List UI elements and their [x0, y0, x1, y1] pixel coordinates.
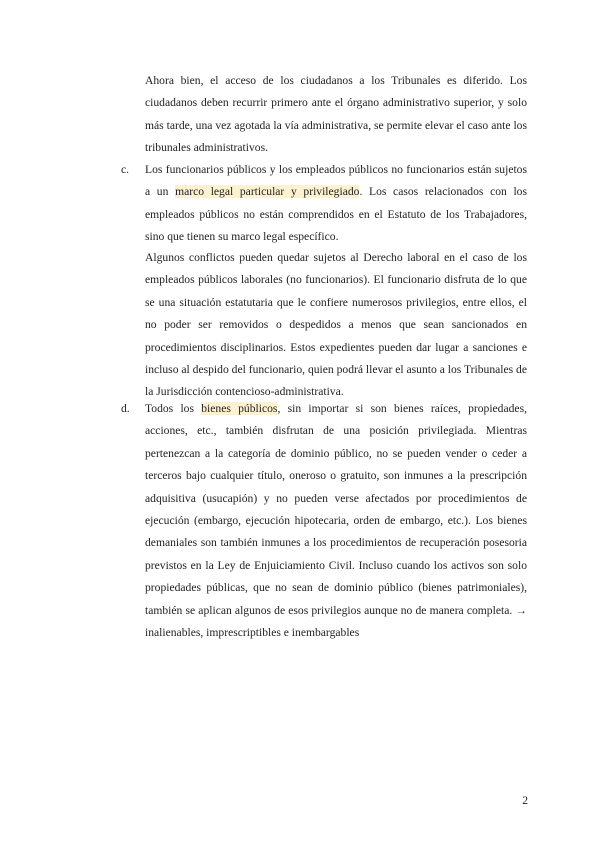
item-c-highlight: marco legal particular y privilegiado: [175, 185, 360, 199]
arrow-right-icon: →: [512, 603, 527, 617]
item-d-conclusion: inalienables, imprescriptibles e inembargables: [145, 626, 360, 640]
list-item-c: [145, 159, 527, 249]
list-marker-c: c.: [121, 163, 130, 176]
item-c-text-before: Los funcionarios públicos y los empleados públicos no funcionarios están sujetos a un: [145, 163, 527, 199]
item-c-text-after: . Los casos relacionados con los empleados públicos no están comprendidos en el Estatuto de los Trabajadores, sino que tienen su marco legal específico.: [145, 185, 527, 244]
item-d-highlight: bienes públicos: [201, 402, 278, 415]
list-marker-d: d.: [121, 402, 130, 415]
list-item-d: [145, 398, 527, 644]
item-d-text-after: , sin importar si son bienes raíces, propiedades, acciones, etc., también disfrutan de una posición privilegiada. Mientras pertenezcan a la categoría de dominio público, no se pueden vender o ceder a terceros bajo cualquier título, oneroso o gratuito, son inmunes a la prescripción adquisitiva (usucapión) y no pueden verse afectados por procedimientos de ejecución (embargo, ejecución hipotecaria, orden de embargo, etc.). Los bienes demaniales son también inmunes a los procedimientos de recuperación posesoria previstos en la Ley de Enjuiciamiento Civil. Incluso cuando los activos son solo propiedades públicas, que no sean de dominio público (bienes patrimoniales), también se aplican algunos de esos privilegios aunque no de manera completa.: [145, 402, 527, 617]
intro-paragraph: Ahora bien, el acceso de los ciudadanos a los Tribunales es diferido. Los ciudadanos deben recurrir primero ante el órgano administrativo superior, y solo más tarde, una vez agotada la vía administrativa, se permite elevar el caso ante los tribunales administrativos.: [145, 74, 527, 155]
item-d-text-before: Todos los: [145, 402, 202, 415]
item-c-second-paragraph: Algunos conflictos pueden quedar sujetos al Derecho laboral en el caso de los empleados públicos laborales (no funcionarios). El funcionario disfruta de lo que se una situación estatutaria que le confiere numerosos privilegios, entre ellos, el no poder ser removidos o despedidos a menos que sean sancionados en procedimientos disciplinarios. Estos expedientes pueden dar lugar a sanciones e incluso al despido del funcionario, quien podrá llevar el asunto a los Tribunales de la Jurisdicción contencioso-administrativa.: [145, 251, 527, 399]
page-number: 2: [522, 794, 528, 807]
